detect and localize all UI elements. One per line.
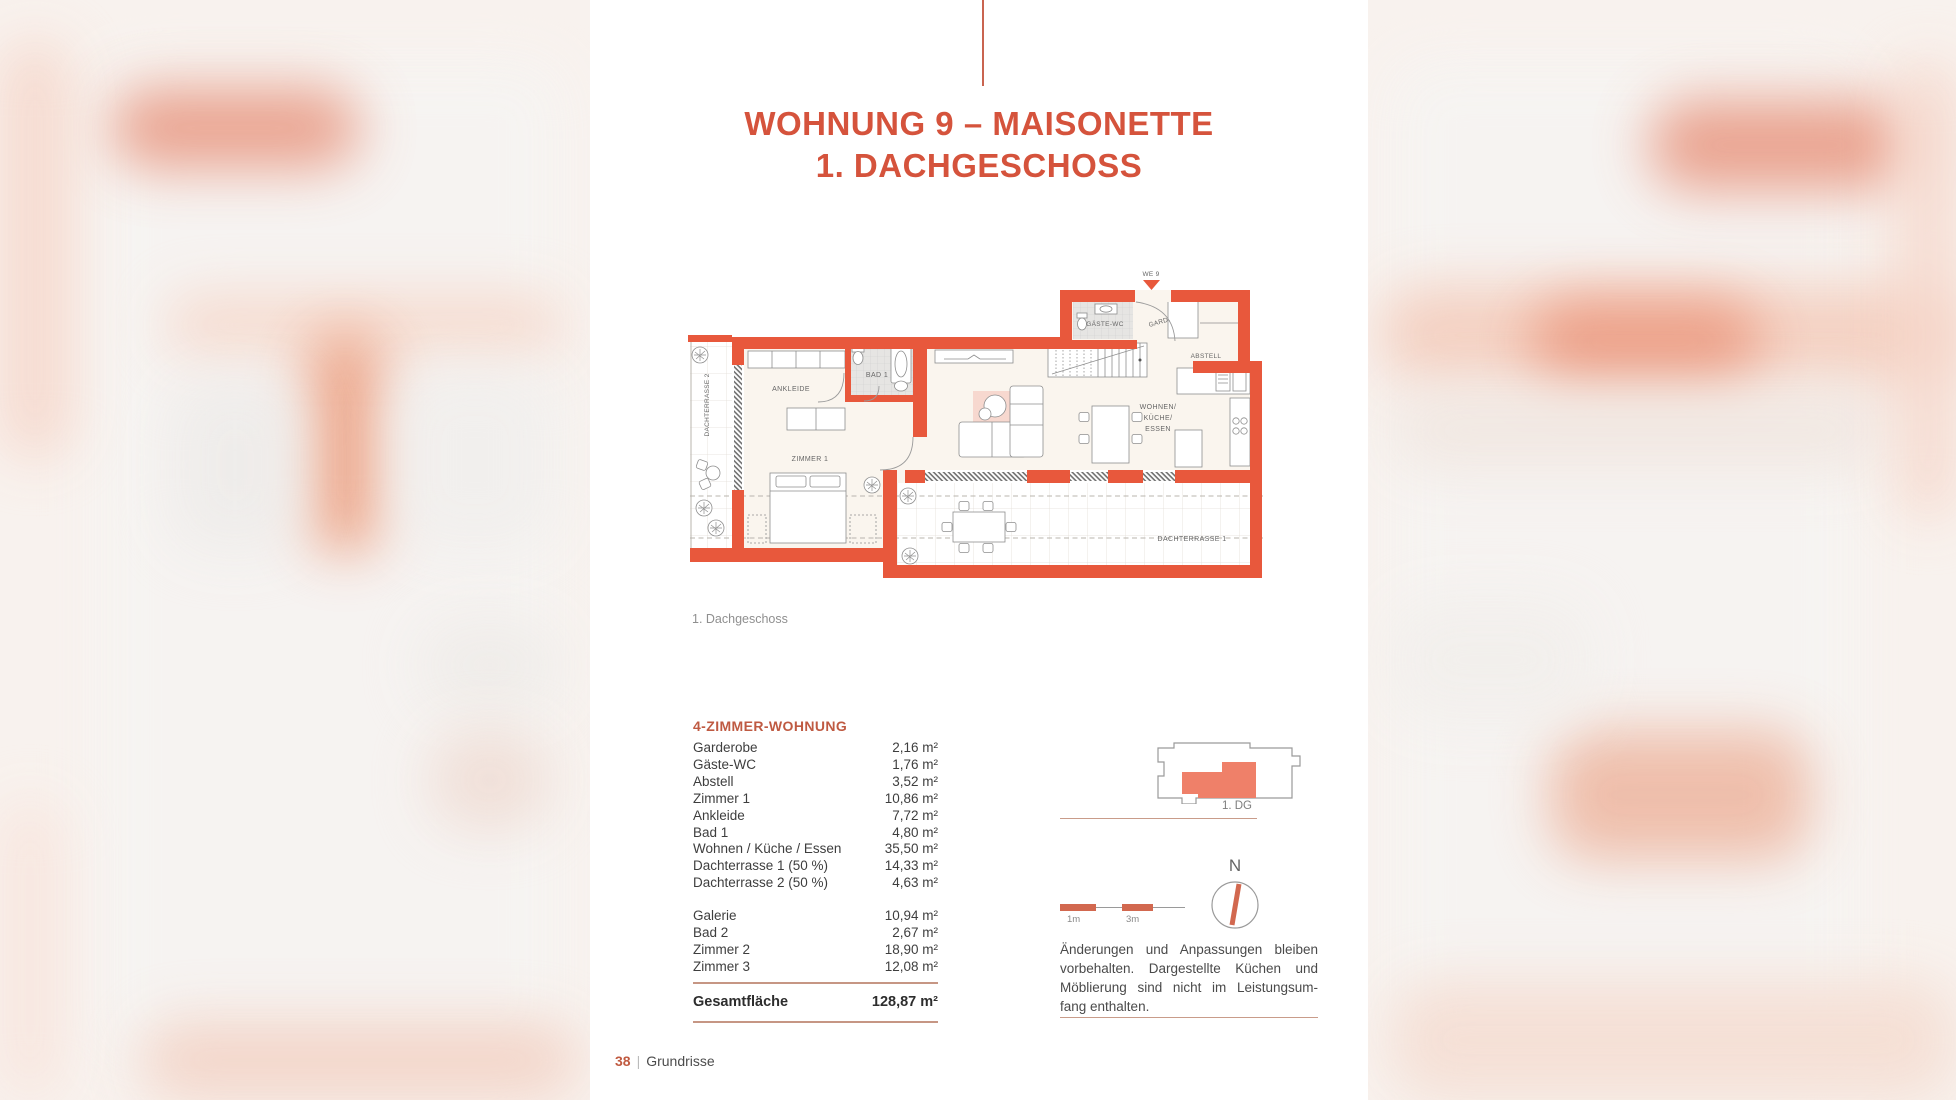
row-value: 12,08 m² xyxy=(884,958,938,974)
background-blur xyxy=(430,730,550,830)
area-table xyxy=(693,718,938,1023)
footer-separator: | xyxy=(636,1053,641,1069)
scale-label-1m: 1m xyxy=(1067,914,1081,925)
room-label-bad1: BAD 1 xyxy=(865,372,889,379)
table-row xyxy=(693,808,938,825)
row-label: Bad 1 xyxy=(693,824,729,840)
row-label: Dachterrasse 1 (50 %) xyxy=(693,858,829,874)
room-label-abstell: ABSTELL xyxy=(1190,353,1222,360)
table-row xyxy=(693,774,938,791)
entrance-label: WE 9 xyxy=(1142,271,1160,278)
row-value: 7,72 m² xyxy=(892,807,938,823)
furniture-coffee-table xyxy=(979,408,991,420)
row-value: 14,33 m² xyxy=(884,858,938,874)
background-blur xyxy=(170,380,300,550)
background-blur xyxy=(1530,300,1760,385)
row-label: Wohnen / Küche / Essen xyxy=(693,841,842,857)
background-blur xyxy=(0,800,60,1100)
background-blur xyxy=(395,370,555,550)
table-row xyxy=(693,925,938,942)
disclaimer-line: Möblierung sind nicht im Leistungsum- xyxy=(1060,980,1318,995)
plant-icon xyxy=(902,548,918,564)
row-label: Bad 2 xyxy=(693,925,729,941)
background-blur xyxy=(0,40,70,460)
disclaimer-line: Änderungen und Anpassungen bleiben xyxy=(1060,942,1318,957)
plant-icon xyxy=(900,488,916,504)
background-blur xyxy=(1390,60,1860,1070)
row-value: 4,80 m² xyxy=(892,824,938,840)
north-label: N xyxy=(1228,856,1242,875)
row-value: 1,76 m² xyxy=(892,756,938,772)
row-label: Zimmer 2 xyxy=(693,941,750,957)
top-rule-mark xyxy=(982,0,984,86)
plant-icon xyxy=(696,500,712,516)
brochure-page xyxy=(590,0,1368,1100)
plant-icon xyxy=(708,520,724,536)
background-blur xyxy=(305,330,385,555)
table-row xyxy=(693,825,938,842)
room-label-wohnen-1: WOHNEN/ xyxy=(1139,404,1177,411)
plant-icon xyxy=(692,347,708,363)
table-row xyxy=(693,757,938,774)
row-value: 3,52 m² xyxy=(892,773,938,789)
scale-bar-segment xyxy=(1122,904,1153,911)
background-blur xyxy=(1650,100,1910,190)
legend-column xyxy=(1060,730,1318,1030)
table-row xyxy=(693,875,938,892)
row-label: Zimmer 1 xyxy=(693,790,750,806)
table-rule xyxy=(693,1021,938,1023)
table-section-gap xyxy=(693,892,938,908)
background-blur xyxy=(140,1020,580,1100)
row-value: 10,94 m² xyxy=(884,908,938,924)
room-label-gard: GARD. xyxy=(1148,316,1172,329)
disclaimer-text xyxy=(1060,940,1318,1016)
footer-section: Grundrisse xyxy=(646,1053,715,1069)
row-label: Zimmer 3 xyxy=(693,958,750,974)
row-value: 4,63 m² xyxy=(892,875,938,891)
plan-caption: 1. Dachgeschoss xyxy=(692,612,788,626)
row-label: Abstell xyxy=(693,773,734,789)
area-table-header: 4-ZIMMER-WOHNUNG xyxy=(693,718,848,734)
background-blur xyxy=(1550,730,1810,860)
table-row xyxy=(693,841,938,858)
background-blur xyxy=(95,60,565,1070)
key-plan xyxy=(1140,738,1325,804)
scale-label-3m: 3m xyxy=(1126,914,1140,925)
row-label: Dachterrasse 2 (50 %) xyxy=(693,875,829,891)
page-footer xyxy=(615,1053,715,1069)
table-row xyxy=(693,942,938,959)
row-label: Ankleide xyxy=(693,807,745,823)
key-plan-label: 1. DG xyxy=(1221,800,1252,812)
background-blur xyxy=(110,88,360,168)
row-value: 18,90 m² xyxy=(884,941,938,957)
background-blur xyxy=(1390,980,1956,1100)
page-number: 38 xyxy=(615,1053,631,1069)
table-row xyxy=(693,959,938,976)
table-row xyxy=(693,908,938,925)
table-row xyxy=(693,858,938,875)
background-blur xyxy=(1390,600,1590,720)
entrance-arrow-icon xyxy=(1143,280,1160,290)
page-title xyxy=(590,103,1368,187)
row-value: 2,16 m² xyxy=(892,740,938,755)
room-label-wohnen-2: KÜCHE/ xyxy=(1143,415,1173,422)
table-total-row xyxy=(693,984,938,1021)
floor-plan xyxy=(688,265,1288,595)
table-row xyxy=(693,740,938,757)
room-label-dachterrasse2: DACHTERRASSE 2 xyxy=(704,373,711,437)
background-blur xyxy=(1390,390,1890,470)
room-label-dachterrasse1: DACHTERRASSE 1 xyxy=(1157,536,1227,543)
room-label-gaeste-wc: GÄSTE-WC xyxy=(1086,321,1124,328)
north-arrow xyxy=(1203,853,1267,937)
furniture-bathtub xyxy=(891,345,911,383)
disclaimer-line: vorbehalten. Dargestellte Küchen und xyxy=(1060,961,1318,976)
row-value: 10,86 m² xyxy=(884,790,938,806)
disclaimer-line: fang enthalten. xyxy=(1060,999,1150,1014)
row-label: Garderobe xyxy=(693,740,758,755)
room-label-ankleide: ANKLEIDE xyxy=(772,386,810,393)
divider xyxy=(1060,818,1257,819)
row-value: 2,67 m² xyxy=(892,925,938,941)
furniture-sideboard xyxy=(935,350,1013,363)
total-value: 128,87 m² xyxy=(871,993,938,1010)
page-title-line2: 1. DACHGESCHOSS xyxy=(815,147,1143,184)
row-label: Gäste-WC xyxy=(693,756,757,772)
plant-icon xyxy=(864,477,880,493)
table-row xyxy=(693,791,938,808)
scale-bar-segment xyxy=(1060,904,1096,911)
row-value: 35,50 m² xyxy=(884,841,938,857)
furniture-sink xyxy=(895,381,908,391)
background-blur xyxy=(420,620,560,710)
total-label: Gesamtfläche xyxy=(693,993,789,1010)
row-label: Galerie xyxy=(693,908,737,924)
background-blur xyxy=(1900,60,1956,520)
room-label-wohnen-3: ESSEN xyxy=(1145,426,1171,433)
room-label-zimmer1: ZIMMER 1 xyxy=(791,456,829,463)
divider xyxy=(1060,1017,1318,1018)
page-title-line1: WOHNUNG 9 – MAISONETTE xyxy=(744,105,1214,142)
furniture-closet xyxy=(1168,297,1198,338)
